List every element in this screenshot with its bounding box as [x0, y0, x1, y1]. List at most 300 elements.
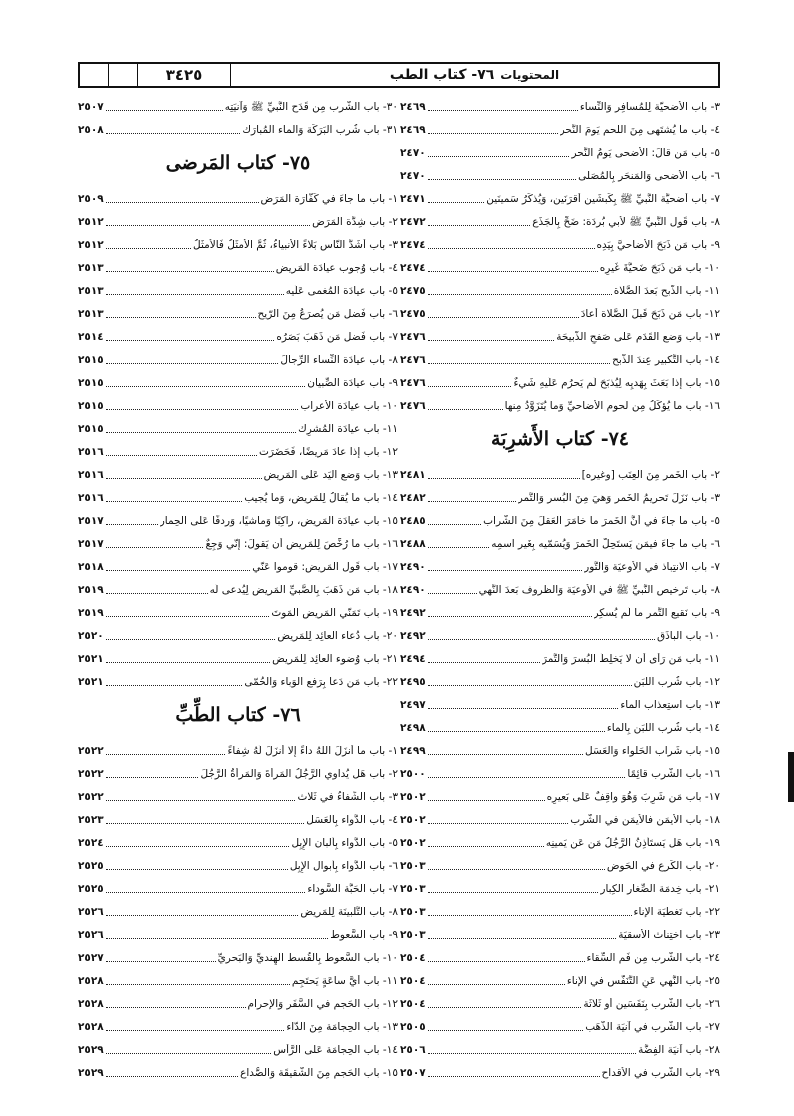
toc-entry-page: ٢٥١٢: [78, 216, 104, 228]
toc-entry-page: ٢٥٢٠: [78, 630, 104, 642]
toc-entry-page: ٢٥١٤: [78, 331, 104, 343]
toc-entry-page: ٢٥١٣: [78, 262, 104, 274]
toc-entry[interactable]: [400, 186, 720, 209]
toc-entry[interactable]: [78, 830, 398, 853]
toc-entry[interactable]: [78, 945, 398, 968]
dot-leader: [106, 455, 257, 456]
toc-entry-title: ١٢- باب شُرب اللَّبَن: [633, 676, 720, 688]
toc-entry[interactable]: [400, 830, 720, 853]
toc-entry-page: ٢٥٠٢: [400, 814, 426, 826]
toc-entry-title: ١٣- باب الحِجامَة مِنَ الدّاء: [286, 1021, 398, 1033]
toc-entry-title: ٩- باب عيادَة الصِّبيان: [307, 377, 398, 389]
toc-entry-title: ١٩- باب تَمَنّي المَريض المَوتَ: [271, 607, 398, 619]
dot-leader: [106, 823, 305, 824]
toc-entry-page: ٢٥١٩: [78, 584, 104, 596]
toc-entry[interactable]: [400, 278, 720, 301]
toc-entry-page: ٢٤٩٠: [400, 584, 426, 596]
toc-entry-page: ٢٥١٥: [78, 400, 104, 412]
toc-entry[interactable]: [400, 462, 720, 485]
toc-entry-title: ٥- باب الدَّواء بِأَلبان الإِبِل: [291, 837, 398, 849]
toc-entry-page: ٢٤٦٩: [400, 101, 426, 113]
toc-entry-title: ١- باب ما أَنزَلَ اللهُ داءً إلّا أَنزَلَ لَهُ شِفاءً: [227, 745, 398, 757]
dot-leader: [428, 133, 558, 134]
toc-entry-page: ٢٥٠٢: [400, 837, 426, 849]
dot-leader: [428, 271, 598, 272]
dot-leader: [428, 547, 490, 548]
dot-leader: [106, 984, 290, 985]
toc-entry-title: ١٢- باب مَن ذَبَحَ قَبلَ الصَّلاة أَعادَ: [580, 308, 720, 320]
toc-entry[interactable]: [78, 439, 398, 462]
dot-leader: [106, 846, 290, 847]
dot-leader: [106, 754, 226, 755]
dot-leader: [106, 501, 243, 502]
toc-entry-title: ٢٨- باب آنيَة الفِضَّة: [638, 1044, 720, 1056]
toc-entry-page: ٢٥٢١: [78, 676, 104, 688]
toc-entry-title: ١٥- باب شَراب الحَلواء وَالعَسَل: [584, 745, 720, 757]
dot-leader: [106, 248, 191, 249]
toc-entry-page: ٢٤٧٤: [400, 262, 426, 274]
toc-entry[interactable]: [78, 117, 398, 140]
toc-entry-page: ٢٥٠٤: [400, 998, 426, 1010]
toc-entry-page: ٢٤٩٩: [400, 745, 426, 757]
toc-entry-page: ٢٥٠٥: [400, 1021, 426, 1033]
toc-entry[interactable]: [400, 669, 720, 692]
toc-entry[interactable]: [78, 577, 398, 600]
dot-leader: [106, 271, 274, 272]
toc-entry-title: ١١- باب أَيَّ ساعَةٍ يَحتَجِم: [291, 975, 398, 987]
toc-entry-title: ١٩- باب هَل يَستَأذِنُ الرَّجُلُ مَن عَن يَمينِه: [545, 837, 720, 849]
toc-entry-title: ١٥- باب إذا بَعَثَ بِهَديِه لِيُذبَحَ لَم يَحرُم عَلَيهِ شَيءٌ: [513, 377, 720, 389]
toc-entry-title: ٢٥- باب النَّهي عَنِ التَّنَفُّس في الإناء: [566, 975, 720, 987]
toc-entry-title: ١٦- باب ما يُؤكَلُ مِن لُحوم الأَضاحيِّ وَما يُتَزَوَّدُ مِنها: [504, 400, 720, 412]
dot-leader: [428, 892, 599, 893]
dot-leader: [428, 202, 485, 203]
toc-entry[interactable]: [400, 163, 720, 186]
toc-entry-page: ٢٤٧٠: [400, 147, 426, 159]
toc-entry-page: ٢٤٩٢: [400, 630, 426, 642]
toc-entry-page: ٢٥١٥: [78, 423, 104, 435]
toc-entry[interactable]: [400, 508, 720, 531]
dot-leader: [428, 800, 545, 801]
dot-leader: [428, 754, 583, 755]
toc-entry-page: ٢٤٧٦: [400, 354, 426, 366]
toc-entry[interactable]: [78, 209, 398, 232]
dot-leader: [428, 386, 512, 387]
toc-column-left: [78, 94, 398, 1083]
toc-entry-title: ٣- باب أَشَدُّ النّاس بَلاءً الأَنبياءُ، ثُمَّ الأَمثَلُ فَالأَمثَلُ: [193, 239, 398, 251]
dot-leader: [106, 524, 158, 525]
dot-leader: [106, 685, 243, 686]
toc-entry-title: ١٨- باب الأَيمَن فالأَيمَن في الشُّرب: [570, 814, 720, 826]
dot-leader: [106, 432, 296, 433]
toc-entry[interactable]: [78, 324, 398, 347]
toc-entry[interactable]: [400, 370, 720, 393]
dot-leader: [428, 317, 579, 318]
toc-entry-page: ٢٥١٥: [78, 354, 104, 366]
dot-leader: [428, 593, 477, 594]
toc-entry-title: ٢١- باب خِدمَة الصِّغار الكِبار: [600, 883, 720, 895]
toc-entry[interactable]: [78, 623, 398, 646]
dot-leader: [428, 662, 540, 663]
toc-entry-title: ١٦- باب الشُّرب قائِمًا: [627, 768, 720, 780]
section-heading: ٧٤- كتاب الأَشرِبَة: [491, 428, 629, 450]
toc-entry[interactable]: [400, 485, 720, 508]
toc-entry-page: ٢٥٢٨: [78, 975, 104, 987]
toc-entry-title: ٧- باب الانتِباذ في الأَوعيَة وَالتَّور: [584, 561, 720, 573]
toc-entry-title: ٩- باب نَقيع التَّمر ما لَم يُسكِر: [593, 607, 720, 619]
toc-entry[interactable]: [400, 255, 720, 278]
toc-entry-page: ٢٤٨٨: [400, 538, 426, 550]
toc-entry[interactable]: [400, 209, 720, 232]
toc-entry[interactable]: [400, 301, 720, 324]
toc-entry-title: ١٢- باب إذا عادَ مَريضًا، فَحَضَرَت: [258, 446, 398, 458]
toc-entry[interactable]: [400, 876, 720, 899]
dot-leader: [428, 478, 580, 479]
toc-entry-page: ٢٥٠٧: [78, 101, 104, 113]
toc-entry-page: ٢٥١٣: [78, 285, 104, 297]
toc-entry[interactable]: [78, 186, 398, 209]
dot-leader: [428, 524, 482, 525]
toc-entry[interactable]: [78, 301, 398, 324]
toc-entry[interactable]: [78, 347, 398, 370]
toc-entry-title: ١١- باب الذَّبح بَعدَ الصَّلاة: [613, 285, 720, 297]
dot-leader: [428, 961, 585, 962]
toc-entry-page: ٢٥٠٣: [400, 929, 426, 941]
toc-entry[interactable]: [78, 508, 398, 531]
toc-entry-page: ٢٥١٦: [78, 469, 104, 481]
toc-entry[interactable]: [78, 232, 398, 255]
toc-entry[interactable]: [78, 393, 398, 416]
toc-entry[interactable]: [400, 899, 720, 922]
toc-entry[interactable]: [78, 1037, 398, 1060]
toc-entry-title: ٢٢- باب تَغطيَة الإناء: [633, 906, 720, 918]
toc-entry-title: ٩- باب مَن ذَبَحَ الأَضاحيَّ بِيَدِه: [596, 239, 720, 251]
toc-entry-title: ١٠- باب عيادَة الأَعراب: [300, 400, 398, 412]
dot-leader: [106, 202, 259, 203]
dot-leader: [428, 846, 544, 847]
toc-entry[interactable]: [400, 807, 720, 830]
toc-entry[interactable]: [400, 623, 720, 646]
toc-entry-title: ٢٦- باب الشُّرب بِنَفَسَين أَو ثَلاثَة: [583, 998, 720, 1010]
toc-entry-title: ١١- باب عيادَة المُشرِك: [298, 423, 398, 435]
dot-leader: [428, 915, 632, 916]
toc-entry[interactable]: [78, 646, 398, 669]
toc-entry-title: ٥- باب عيادَة المُغمى عَلَيه: [285, 285, 398, 297]
dot-leader: [106, 1007, 246, 1008]
toc-entry-page: ٢٤٩٥: [400, 676, 426, 688]
toc-entry-title: ١٦- باب ما رُخِّصَ لِلمَريض أَن يَقولَ: إنّي وَجِعٌ: [205, 538, 398, 550]
toc-entry[interactable]: [78, 255, 398, 278]
toc-entry-title: ١٤- باب شُرب اللَّبَن بِالماء: [606, 722, 720, 734]
dot-leader: [106, 340, 275, 341]
toc-entry[interactable]: [78, 462, 398, 485]
toc-entry-page: ٢٥٢٣: [78, 814, 104, 826]
toc-entry[interactable]: [78, 554, 398, 577]
toc-entry[interactable]: [400, 1014, 720, 1037]
toc-entry[interactable]: [400, 393, 720, 416]
toc-entry[interactable]: [78, 876, 398, 899]
section-heading: ٧٦- كتاب الطِّبِّ: [175, 704, 301, 726]
toc-entry[interactable]: [400, 347, 720, 370]
dot-leader: [428, 938, 617, 939]
toc-entry[interactable]: [400, 945, 720, 968]
dot-leader: [106, 1053, 272, 1054]
toc-entry-title: ١٤- باب التَّكبير عِندَ الذَّبح: [612, 354, 720, 366]
toc-entry-title: ٧- باب فَضل مَن ذَهَبَ بَصَرُه: [276, 331, 398, 343]
toc-entry-page: ٢٥٢٧: [78, 952, 104, 964]
toc-entry-page: ٢٥١٦: [78, 446, 104, 458]
toc-entry-page: ٢٤٦٩: [400, 124, 426, 136]
toc-entry[interactable]: [78, 784, 398, 807]
toc-entry-page: ٢٤٨٥: [400, 515, 426, 527]
toc-entry-page: ٢٥١٧: [78, 538, 104, 550]
toc-entry-page: ٢٤٨٢: [400, 492, 426, 504]
dot-leader: [106, 1076, 238, 1077]
dot-leader: [428, 409, 503, 410]
toc-entry[interactable]: [400, 94, 720, 117]
toc-entry[interactable]: [78, 738, 398, 761]
toc-entry-page: ٢٥٠٨: [78, 124, 104, 136]
toc-entry[interactable]: [78, 1014, 398, 1037]
dot-leader: [106, 616, 270, 617]
toc-entry-page: ٢٥٠٤: [400, 975, 426, 987]
toc-entry[interactable]: [400, 692, 720, 715]
toc-entry-page: ٢٥٠٣: [400, 883, 426, 895]
toc-entry-page: ٢٥٢٩: [78, 1044, 104, 1056]
toc-entry-page: ٢٤٨١: [400, 469, 426, 481]
dot-leader: [428, 1053, 636, 1054]
toc-entry-page: ٢٥١٦: [78, 492, 104, 504]
toc-entry[interactable]: [78, 278, 398, 301]
toc-entry-title: ٢٠- باب دُعاء العائِد لِلمَريض: [277, 630, 398, 642]
toc-entry-page: ٢٥٢٥: [78, 883, 104, 895]
toc-entry-title: ٨- باب قَول النَّبيِّ ﷺ لأَبي بُردَة: ضَحِّ بِالجَذَع: [532, 216, 720, 228]
toc-entry[interactable]: [78, 669, 398, 692]
toc-entry-page: ٢٥٢١: [78, 653, 104, 665]
toc-entry[interactable]: [400, 761, 720, 784]
dot-leader: [106, 662, 270, 663]
toc-entry-page: ٢٥١٩: [78, 607, 104, 619]
toc-entry-page: ٢٤٩٨: [400, 722, 426, 734]
toc-entry[interactable]: [78, 761, 398, 784]
toc-entry-page: ٢٥٠٣: [400, 906, 426, 918]
toc-entry-title: ١٨- باب مَن ذَهَبَ بِالصَّبيِّ المَريض لِيُدعى لَه: [209, 584, 398, 596]
dot-leader: [428, 363, 610, 364]
toc-entry-page: ٢٤٩٠: [400, 561, 426, 573]
toc-entry-page: ٢٥١٨: [78, 561, 104, 573]
dot-leader: [106, 386, 306, 387]
toc-entry[interactable]: [78, 922, 398, 945]
dot-leader: [428, 294, 612, 295]
toc-entry-page: ٢٤٩٧: [400, 699, 426, 711]
toc-entry[interactable]: [78, 991, 398, 1014]
dot-leader: [428, 156, 570, 157]
toc-entry-title: ٣- باب الأُضحيّة لِلمُسافِر وَالنِّساء: [579, 101, 720, 113]
toc-entry-title: ٣- باب نَزَلَ تَحريمُ الخَمر وَهيَ مِنَ البُسر وَالتَّمر: [517, 492, 720, 504]
dot-leader: [428, 179, 577, 180]
dot-leader: [106, 133, 241, 134]
toc-entry[interactable]: [400, 853, 720, 876]
dot-leader: [106, 961, 216, 962]
toc-entry-title: ١٣- باب استِعذاب الماء: [620, 699, 720, 711]
toc-entry[interactable]: [400, 738, 720, 761]
toc-entry-page: ٢٥٢٢: [78, 745, 104, 757]
toc-entry-page: ٢٥١٣: [78, 308, 104, 320]
dot-leader: [428, 984, 565, 985]
dot-leader: [428, 501, 516, 502]
dot-leader: [106, 915, 299, 916]
toc-entry[interactable]: [400, 117, 720, 140]
toc-entry[interactable]: [400, 968, 720, 991]
toc-entry-page: ٢٥٢٨: [78, 998, 104, 1010]
toc-entry-title: ١١- باب مَن رَأى أَن لا يَخلِطَ البُسرَ وَالتَّمرَ: [541, 653, 720, 665]
toc-entry-page: ٢٥٢٦: [78, 906, 104, 918]
toc-entry-page: ٢٥٠٣: [400, 860, 426, 872]
toc-entry-title: ٢١- باب وُضوء العائِد لِلمَريض: [272, 653, 398, 665]
toc-entry-page: ٢٥٠٤: [400, 952, 426, 964]
toc-entry[interactable]: [400, 991, 720, 1014]
toc-entry-title: ٢٩- باب الشُّرب في الأَقداح: [601, 1067, 720, 1079]
toc-entry-title: ٨- باب عيادَة النِّساء الرِّجالَ: [280, 354, 398, 366]
toc-entry[interactable]: [400, 232, 720, 255]
toc-entry-title: ٦- باب ما جاءَ فيمَن يَستَحِلُّ الخَمرَ وَيُسَمّيه بِغَير اسمِه: [491, 538, 720, 550]
dot-leader: [428, 685, 632, 686]
toc-entry[interactable]: [78, 531, 398, 554]
toc-entry[interactable]: [400, 1037, 720, 1060]
section-heading: ٧٥- كتاب المَرضى: [165, 152, 311, 174]
dot-leader: [106, 777, 199, 778]
toc-entry[interactable]: [400, 324, 720, 347]
toc-entry-title: ٧- باب الحَبَّة السَّوداء: [307, 883, 398, 895]
dot-leader: [428, 708, 619, 709]
toc-entry-page: ٢٥٢٨: [78, 1021, 104, 1033]
toc-entry[interactable]: [78, 899, 398, 922]
toc-entry-title: ١٥- باب الحَجم مِنَ الشَّقيقَة وَالصُّداع: [240, 1067, 398, 1079]
toc-entry-title: ٤- باب وُجوب عيادَة المَريض: [275, 262, 398, 274]
dot-leader: [428, 869, 605, 870]
toc-entry-title: ٨- باب التَّلبينَة لِلمَريض: [300, 906, 398, 918]
toc-entry[interactable]: [400, 922, 720, 945]
toc-entry-page: ٢٥٢٩: [78, 1067, 104, 1079]
toc-entry-page: ٢٤٧٠: [400, 170, 426, 182]
dot-leader: [106, 938, 329, 939]
toc-entry-title: ١٥- باب عيادَة المَريض، راكِبًا وَماشيًا، وَردفًا عَلى الحِمار: [159, 515, 398, 527]
toc-entry-title: ١٠- باب السَّعوط بِالقُسط الهِنديِّ وَالبَحريِّ: [217, 952, 398, 964]
toc-entry-page: ٢٥٠٠: [400, 768, 426, 780]
toc-entry-title: ٣١- باب شُرب البَرَكَة وَالماء المُبارَك: [242, 124, 398, 136]
toc-entry-title: ١٠- باب مَن ذَبَحَ ضَحيَّةَ غَيرِه: [599, 262, 720, 274]
toc-entry-page: ٢٤٩٤: [400, 653, 426, 665]
toc-entry[interactable]: [78, 600, 398, 623]
toc-entry-title: ٣٠- باب الشُّرب مِن قَدَح النَّبيِّ ﷺ وَآنيَتِه: [224, 101, 398, 113]
toc-entry[interactable]: [400, 1060, 720, 1083]
toc-entry[interactable]: [78, 94, 398, 117]
toc-entry-page: ٢٤٧٤: [400, 239, 426, 251]
toc-entry[interactable]: [78, 1060, 398, 1083]
toc-entry-title: ٤- باب ما يُشتَهى مِنَ اللَّحم يَومَ النَّحر: [559, 124, 720, 136]
toc-entry[interactable]: [400, 140, 720, 163]
toc-entry-title: ١٢- باب الحَجم في السَّفَر وَالإحرام: [247, 998, 398, 1010]
toc-entry[interactable]: [78, 485, 398, 508]
toc-entry-title: ٢- باب شِدَّة المَرَض: [312, 216, 398, 228]
dot-leader: [106, 478, 262, 479]
toc-entry-page: ٢٥٢٢: [78, 791, 104, 803]
toc-entry-page: ٢٥٠٧: [400, 1067, 426, 1079]
toc-entry-title: ١٣- باب وَضع اليَد عَلى المَريض: [263, 469, 398, 481]
dot-leader: [106, 317, 256, 318]
toc-entry[interactable]: [400, 531, 720, 554]
toc-entry-page: ٢٥٢٦: [78, 929, 104, 941]
header-title-cell: [230, 64, 718, 86]
toc-entry-page: ٢٥١٧: [78, 515, 104, 527]
toc-entry[interactable]: [400, 784, 720, 807]
toc-entry-title: ٢٤- باب الشُّرب مِن فَم السِّقاء: [586, 952, 720, 964]
toc-entry[interactable]: [78, 853, 398, 876]
toc-entry-title: ٩- باب السَّعوط: [330, 929, 398, 941]
toc-entry-page: ٢٥٢٥: [78, 860, 104, 872]
dot-leader: [428, 570, 583, 571]
toc-entry-title: ٢٧- باب الشُّرب في آنيَة الذَّهَب: [585, 1021, 720, 1033]
page-edge-marker: [788, 752, 794, 802]
toc-entry-page: ٢٥٠٩: [78, 193, 104, 205]
dot-leader: [428, 110, 578, 111]
toc-entry-title: ١- باب ما جاءَ في كَفّارَة المَرَض: [260, 193, 398, 205]
toc-entry-title: ٢٢- باب مَن دَعا بِرَفع الوَباء وَالحُمّى: [244, 676, 398, 688]
dot-leader: [428, 823, 569, 824]
toc-entry-title: ٢- باب الخَمر مِنَ العِنَب [وغيره]: [581, 469, 720, 481]
toc-column-right: [400, 94, 720, 1083]
toc-entry[interactable]: [400, 577, 720, 600]
header-empty-cell: [80, 64, 108, 86]
dot-leader: [106, 639, 276, 640]
toc-entry-title: ١٧- باب مَن شَرِبَ وَهُوَ واقِفٌ عَلى بَعيرِه: [546, 791, 720, 803]
toc-entry[interactable]: [400, 554, 720, 577]
header-label: المحتويات: [500, 68, 560, 82]
toc-entry[interactable]: [400, 646, 720, 669]
toc-entry-title: ١٧- باب قَول المَريض: قوموا عَنّي: [252, 561, 398, 573]
dot-leader: [428, 639, 655, 640]
dot-leader: [428, 731, 605, 732]
dot-leader: [106, 294, 284, 295]
toc-entry[interactable]: [400, 600, 720, 623]
toc-entry-title: ٢- باب هَل يُداوي الرَّجُلُ المَرأَةَ وَالمَرأَةُ الرَّجُلَ: [200, 768, 398, 780]
toc-entry-page: ٢٤٧٢: [400, 216, 426, 228]
dot-leader: [106, 110, 223, 111]
toc-entry-page: ٢٥٠٢: [400, 791, 426, 803]
toc-entry[interactable]: [400, 715, 720, 738]
toc-entry-title: ٦- باب الدَّواء بِأَبوال الإِبِل: [289, 860, 398, 872]
dot-leader: [428, 340, 555, 341]
dot-leader: [106, 800, 296, 801]
dot-leader: [428, 1007, 582, 1008]
toc-entry-page: ٢٥٢٤: [78, 837, 104, 849]
toc-entry-page: ٢٤٧٦: [400, 331, 426, 343]
dot-leader: [428, 1030, 584, 1031]
toc-entry[interactable]: [78, 370, 398, 393]
toc-entry[interactable]: [78, 807, 398, 830]
toc-entry[interactable]: [78, 416, 398, 439]
toc-entry-title: ٦- باب الأَضحى وَالمَنحَر بِالمُصَلّى: [578, 170, 720, 182]
dot-leader: [428, 248, 595, 249]
header-empty-cell: [108, 64, 137, 86]
toc-entry-page: ٢٤٧٦: [400, 400, 426, 412]
toc-entry-title: ٤- باب الدَّواء بِالعَسَل: [306, 814, 398, 826]
toc-entry-page: ٢٤٧٥: [400, 285, 426, 297]
toc-entry-page: ٢٥١٥: [78, 377, 104, 389]
dot-leader: [106, 869, 288, 870]
toc-entry[interactable]: [78, 968, 398, 991]
toc-entry-page: ٢٥١٢: [78, 239, 104, 251]
